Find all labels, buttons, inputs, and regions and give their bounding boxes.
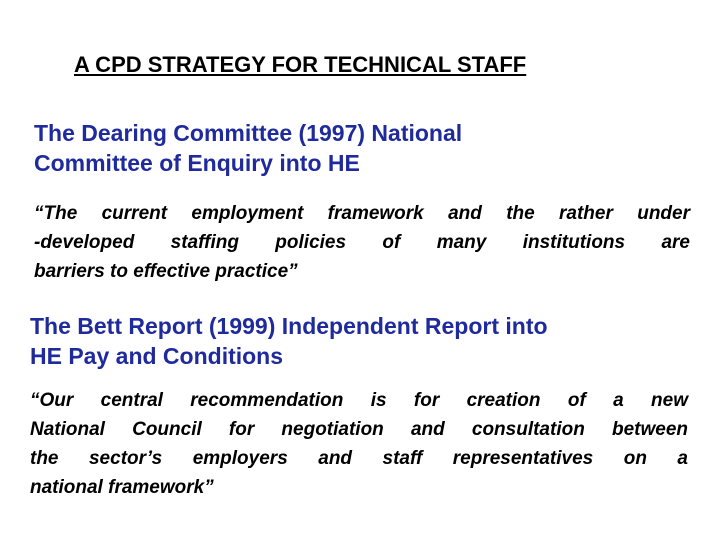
dearing-quote-line-3: barriers to effective practice” [34,261,298,282]
bett-quote-line-1: “Our central recommendation is for creation of a new [30,390,688,411]
bett-quote [30,386,688,502]
bett-quote-line-3: the sector’s employers and staff representatives on a [30,448,688,469]
dearing-quote-line-2: -developed staffing policies of many institutions are [34,232,690,253]
dearing-heading-line-1: The Dearing Committee (1997) National [34,120,463,146]
bett-quote-line-4: national framework” [30,477,214,498]
dearing-quote [34,199,690,286]
bett-heading-line-2: HE Pay and Conditions [30,343,284,369]
dearing-heading-line-2: Committee of Enquiry into HE [34,150,360,176]
dearing-heading [34,118,594,178]
slide-title: A CPD STRATEGY FOR TECHNICAL STAFF [74,52,527,77]
dearing-quote-line-1: “The current employment framework and the rather under [34,203,690,224]
bett-quote-line-2: National Council for negotiation and consultation between [30,419,688,440]
bett-heading [30,311,670,371]
bett-heading-line-1: The Bett Report (1999) Independent Report into [30,313,548,339]
